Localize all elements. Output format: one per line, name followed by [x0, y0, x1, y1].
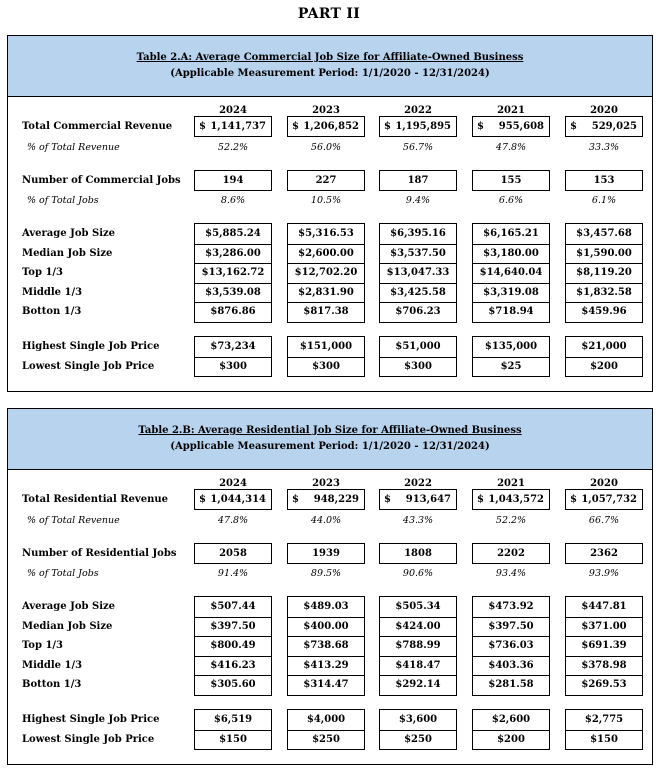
stat-label: Top 1/3: [22, 267, 64, 278]
total-revenue-label: Total Residential Revenue: [22, 494, 168, 505]
stat-value: $876.86: [210, 306, 256, 317]
stat-label: Botton 1/3: [22, 306, 82, 317]
price-value: $2,600: [491, 714, 531, 725]
stat-value: $505.34: [395, 601, 441, 612]
revenue-box: [472, 116, 550, 137]
revenue-pct: 47.8%: [495, 142, 527, 153]
cell-divider: [380, 636, 456, 637]
revenue-value: 955,608: [498, 121, 544, 132]
jobs-box: [194, 170, 272, 191]
stat-value: $691.39: [581, 640, 627, 651]
stat-value: $1,590.00: [576, 247, 632, 259]
revenue-cell: [288, 490, 364, 509]
revenue-pct: 52.2%: [217, 142, 249, 153]
dollar-sign: $: [477, 494, 484, 505]
jobs-pct: 8.6%: [220, 195, 246, 206]
price-box: [194, 336, 272, 377]
jobs-value: 187: [407, 175, 429, 186]
stat-label: Median Job Size: [22, 247, 113, 259]
stats-box: [287, 596, 365, 696]
stat-label: Botton 1/3: [22, 679, 82, 690]
table-header: [8, 409, 652, 470]
jobs-value: 153: [593, 175, 615, 186]
revenue-pct: 43.3%: [402, 515, 434, 526]
price-value: $4,000: [306, 714, 346, 725]
price-value: $73,234: [210, 341, 256, 352]
price-box: [565, 709, 643, 750]
stat-value: $788.99: [395, 640, 441, 651]
revenue-value: 1,057,732: [581, 494, 637, 505]
price-box: [379, 336, 457, 377]
revenue-box: [287, 116, 365, 137]
jobs-box: [379, 543, 457, 564]
dollar-sign: $: [570, 121, 577, 132]
stats-box: [565, 223, 643, 323]
cell-divider: [195, 357, 271, 358]
jobs-pct: 89.5%: [310, 568, 342, 579]
cell-divider: [473, 656, 549, 657]
revenue-cell: [566, 490, 642, 509]
cell-divider: [380, 656, 456, 657]
stat-value: $3,180.00: [483, 247, 539, 259]
jobs-pct: 90.6%: [402, 568, 434, 579]
price-box: [287, 709, 365, 750]
revenue-box: [565, 116, 643, 137]
stats-box: [287, 223, 365, 323]
stat-value: $507.44: [210, 601, 256, 612]
cell-divider: [566, 656, 642, 657]
price-value: $200: [497, 733, 525, 745]
jobs-value: 1939: [312, 548, 340, 559]
stat-value: $305.60: [210, 679, 256, 690]
year-header: 2021: [497, 478, 525, 489]
jobs-box: [565, 170, 643, 191]
stat-value: $418.47: [395, 659, 441, 671]
stat-value: $800.49: [210, 640, 256, 651]
cell-divider: [288, 656, 364, 657]
revenue-box: [194, 489, 272, 510]
table-subtitle: (Applicable Measurement Period: 1/1/2020 - 12/31/2024): [170, 68, 490, 79]
stat-value: $371.00: [581, 620, 627, 632]
stat-value: $3,425.58: [390, 286, 446, 298]
jobs-value: 155: [500, 175, 522, 186]
revenue-value: 913,647: [405, 494, 451, 505]
cell-divider: [566, 636, 642, 637]
pct-total-jobs-label: % of Total Jobs: [27, 195, 99, 206]
revenue-box: [565, 489, 643, 510]
cell-divider: [288, 283, 364, 284]
cell-divider: [566, 263, 642, 264]
dollar-sign: $: [292, 494, 299, 505]
cell-divider: [380, 617, 456, 618]
cell-divider: [380, 675, 456, 676]
cell-divider: [195, 730, 271, 731]
stat-value: $1,832.58: [576, 286, 632, 298]
price-value: $25: [500, 360, 522, 372]
stat-value: $13,162.72: [201, 267, 265, 278]
jobs-value: 1808: [404, 548, 432, 559]
stat-value: $3,539.08: [205, 286, 261, 298]
cell-divider: [473, 357, 549, 358]
dollar-sign: $: [199, 494, 206, 505]
stats-box: [472, 596, 550, 696]
price-value: $150: [219, 733, 247, 745]
year-header: 2022: [404, 105, 432, 116]
cell-divider: [473, 244, 549, 245]
dollar-sign: $: [570, 494, 577, 505]
revenue-box: [379, 489, 457, 510]
price-value: $2,775: [584, 714, 624, 725]
stat-label: Middle 1/3: [22, 286, 83, 298]
stats-box: [194, 223, 272, 323]
stat-value: $738.68: [303, 640, 349, 651]
price-value: $21,000: [581, 341, 627, 352]
jobs-box: [287, 543, 365, 564]
price-box: [287, 336, 365, 377]
jobs-box: [472, 543, 550, 564]
revenue-value: 948,229: [313, 494, 359, 505]
cell-divider: [195, 656, 271, 657]
cell-divider: [288, 617, 364, 618]
stat-value: $397.50: [488, 620, 534, 632]
jobs-pct: 6.6%: [498, 195, 524, 206]
stat-value: $281.58: [488, 679, 534, 690]
jobs-value: 2362: [590, 548, 618, 559]
dollar-sign: $: [199, 121, 206, 132]
revenue-value: 1,141,737: [210, 121, 266, 132]
stats-box: [565, 596, 643, 696]
stat-value: $459.96: [581, 306, 627, 317]
total-revenue-label: Total Commercial Revenue: [22, 121, 173, 132]
price-value: $151,000: [299, 341, 353, 352]
revenue-box: [194, 116, 272, 137]
cell-divider: [473, 283, 549, 284]
cell-divider: [195, 675, 271, 676]
revenue-cell: [473, 117, 549, 136]
year-header: 2023: [312, 478, 340, 489]
jobs-pct: 93.4%: [495, 568, 527, 579]
jobs-box: [379, 170, 457, 191]
revenue-cell: [195, 490, 271, 509]
stats-box: [379, 223, 457, 323]
cell-divider: [473, 302, 549, 303]
residential-table-panel: [7, 408, 653, 765]
revenue-value: 1,206,852: [303, 121, 359, 132]
revenue-box: [379, 116, 457, 137]
cell-divider: [566, 244, 642, 245]
stat-value: $378.98: [581, 659, 627, 671]
cell-divider: [380, 357, 456, 358]
revenue-pct: 66.7%: [588, 515, 620, 526]
stat-value: $447.81: [581, 601, 627, 612]
revenue-value: 1,044,314: [210, 494, 266, 505]
year-header: 2021: [497, 105, 525, 116]
cell-divider: [195, 617, 271, 618]
revenue-value: 1,195,895: [395, 121, 451, 132]
cell-divider: [288, 636, 364, 637]
jobs-box: [565, 543, 643, 564]
cell-divider: [288, 357, 364, 358]
cell-divider: [195, 636, 271, 637]
stat-label: Average Job Size: [22, 601, 116, 612]
table-subtitle: (Applicable Measurement Period: 1/1/2020 - 12/31/2024): [170, 441, 490, 452]
stat-value: $3,319.08: [483, 286, 539, 298]
table-title: Table 2.A: Average Commercial Job Size for Affiliate-Owned Business: [136, 52, 524, 63]
stat-value: $3,286.00: [205, 247, 261, 259]
jobs-box: [194, 543, 272, 564]
price-value: $250: [312, 733, 340, 745]
stat-value: $473.92: [488, 601, 534, 612]
year-header: 2023: [312, 105, 340, 116]
cell-divider: [195, 302, 271, 303]
stat-value: $706.23: [395, 306, 441, 317]
table-header: [8, 36, 652, 97]
price-value: $135,000: [484, 341, 538, 352]
stat-value: $292.14: [395, 679, 441, 690]
stats-box: [379, 596, 457, 696]
cell-divider: [473, 730, 549, 731]
price-value: $300: [312, 360, 340, 372]
table-title: Table 2.B: Average Residential Job Size for Affiliate-Owned Business: [138, 425, 522, 436]
jobs-pct: 93.9%: [588, 568, 620, 579]
number-of-jobs-label: Number of Residential Jobs: [22, 548, 177, 559]
revenue-pct: 52.2%: [495, 515, 527, 526]
revenue-pct: 33.3%: [588, 142, 620, 153]
jobs-value: 2202: [497, 548, 525, 559]
stat-value: $6,395.16: [390, 228, 446, 239]
cell-divider: [380, 283, 456, 284]
price-label: Lowest Single Job Price: [22, 360, 155, 372]
cell-divider: [473, 636, 549, 637]
stat-value: $736.03: [488, 640, 534, 651]
revenue-box: [472, 489, 550, 510]
cell-divider: [288, 302, 364, 303]
cell-divider: [566, 283, 642, 284]
stats-box: [194, 596, 272, 696]
price-value: $250: [404, 733, 432, 745]
price-label: Lowest Single Job Price: [22, 733, 155, 745]
stat-value: $400.00: [303, 620, 349, 632]
price-value: $6,519: [213, 714, 253, 725]
revenue-cell: [380, 490, 456, 509]
stat-value: $403.36: [488, 659, 534, 671]
number-of-jobs-label: Number of Commercial Jobs: [22, 175, 181, 186]
year-header: 2022: [404, 478, 432, 489]
stat-label: Median Job Size: [22, 620, 113, 632]
cell-divider: [288, 730, 364, 731]
price-value: $51,000: [395, 341, 441, 352]
cell-divider: [566, 617, 642, 618]
price-box: [565, 336, 643, 377]
cell-divider: [195, 263, 271, 264]
stats-box: [472, 223, 550, 323]
price-label: Highest Single Job Price: [22, 341, 160, 352]
stat-value: $2,600.00: [298, 247, 354, 259]
dollar-sign: $: [384, 121, 391, 132]
revenue-value: 529,025: [591, 121, 637, 132]
year-header: 2024: [219, 105, 247, 116]
revenue-pct: 56.7%: [402, 142, 434, 153]
price-label: Highest Single Job Price: [22, 714, 160, 725]
jobs-box: [472, 170, 550, 191]
cell-divider: [380, 263, 456, 264]
cell-divider: [380, 302, 456, 303]
revenue-box: [287, 489, 365, 510]
jobs-value: 2058: [219, 548, 247, 559]
stat-value: $416.23: [210, 659, 256, 671]
revenue-cell: [288, 117, 364, 136]
stat-value: $3,457.68: [576, 228, 632, 239]
price-value: $150: [590, 733, 618, 745]
stat-value: $413.29: [303, 659, 349, 671]
stat-value: $6,165.21: [483, 228, 539, 239]
stat-value: $5,885.24: [205, 228, 261, 239]
cell-divider: [380, 244, 456, 245]
revenue-cell: [473, 490, 549, 509]
dollar-sign: $: [292, 121, 299, 132]
cell-divider: [288, 244, 364, 245]
cell-divider: [566, 357, 642, 358]
year-header: 2020: [590, 478, 618, 489]
price-value: $3,600: [398, 714, 438, 725]
pct-total-revenue-label: % of Total Revenue: [27, 515, 120, 526]
stat-value: $3,537.50: [390, 247, 446, 259]
stat-value: $12,702.20: [294, 267, 358, 278]
year-header: 2020: [590, 105, 618, 116]
jobs-pct: 10.5%: [310, 195, 342, 206]
cell-divider: [473, 263, 549, 264]
stat-value: $718.94: [488, 306, 534, 317]
price-value: $200: [590, 360, 618, 372]
price-box: [194, 709, 272, 750]
price-value: $300: [404, 360, 432, 372]
revenue-cell: [380, 117, 456, 136]
cell-divider: [288, 675, 364, 676]
stat-label: Average Job Size: [22, 228, 116, 239]
dollar-sign: $: [477, 121, 484, 132]
jobs-box: [287, 170, 365, 191]
page-title: PART II: [297, 6, 361, 22]
price-box: [379, 709, 457, 750]
stat-value: $2,831.90: [298, 286, 354, 298]
cell-divider: [566, 675, 642, 676]
stat-value: $424.00: [395, 620, 441, 632]
pct-total-jobs-label: % of Total Jobs: [27, 568, 99, 579]
stat-value: $314.47: [303, 679, 349, 690]
stat-label: Top 1/3: [22, 640, 64, 651]
dollar-sign: $: [384, 494, 391, 505]
revenue-pct: 44.0%: [310, 515, 342, 526]
stat-value: $817.38: [303, 306, 349, 317]
cell-divider: [288, 263, 364, 264]
jobs-pct: 6.1%: [591, 195, 617, 206]
cell-divider: [380, 730, 456, 731]
cell-divider: [195, 244, 271, 245]
stat-value: $269.53: [581, 679, 627, 690]
cell-divider: [566, 730, 642, 731]
stat-value: $489.03: [303, 601, 349, 612]
jobs-pct: 91.4%: [217, 568, 249, 579]
stat-value: $8,119.20: [576, 267, 632, 278]
commercial-table-panel: [7, 35, 653, 392]
revenue-value: 1,043,572: [488, 494, 544, 505]
jobs-value: 194: [222, 175, 244, 186]
jobs-value: 227: [315, 175, 337, 186]
price-box: [472, 709, 550, 750]
stat-value: $13,047.33: [386, 267, 450, 278]
revenue-cell: [566, 117, 642, 136]
stat-value: $397.50: [210, 620, 256, 632]
cell-divider: [473, 675, 549, 676]
price-box: [472, 336, 550, 377]
revenue-pct: 47.8%: [217, 515, 249, 526]
stat-label: Middle 1/3: [22, 659, 83, 671]
price-value: $300: [219, 360, 247, 372]
pct-total-revenue-label: % of Total Revenue: [27, 142, 120, 153]
stat-value: $14,640.04: [479, 267, 543, 278]
cell-divider: [195, 283, 271, 284]
jobs-pct: 9.4%: [405, 195, 431, 206]
revenue-cell: [195, 117, 271, 136]
revenue-pct: 56.0%: [310, 142, 342, 153]
year-header: 2024: [219, 478, 247, 489]
cell-divider: [473, 617, 549, 618]
cell-divider: [566, 302, 642, 303]
stat-value: $5,316.53: [298, 228, 354, 239]
